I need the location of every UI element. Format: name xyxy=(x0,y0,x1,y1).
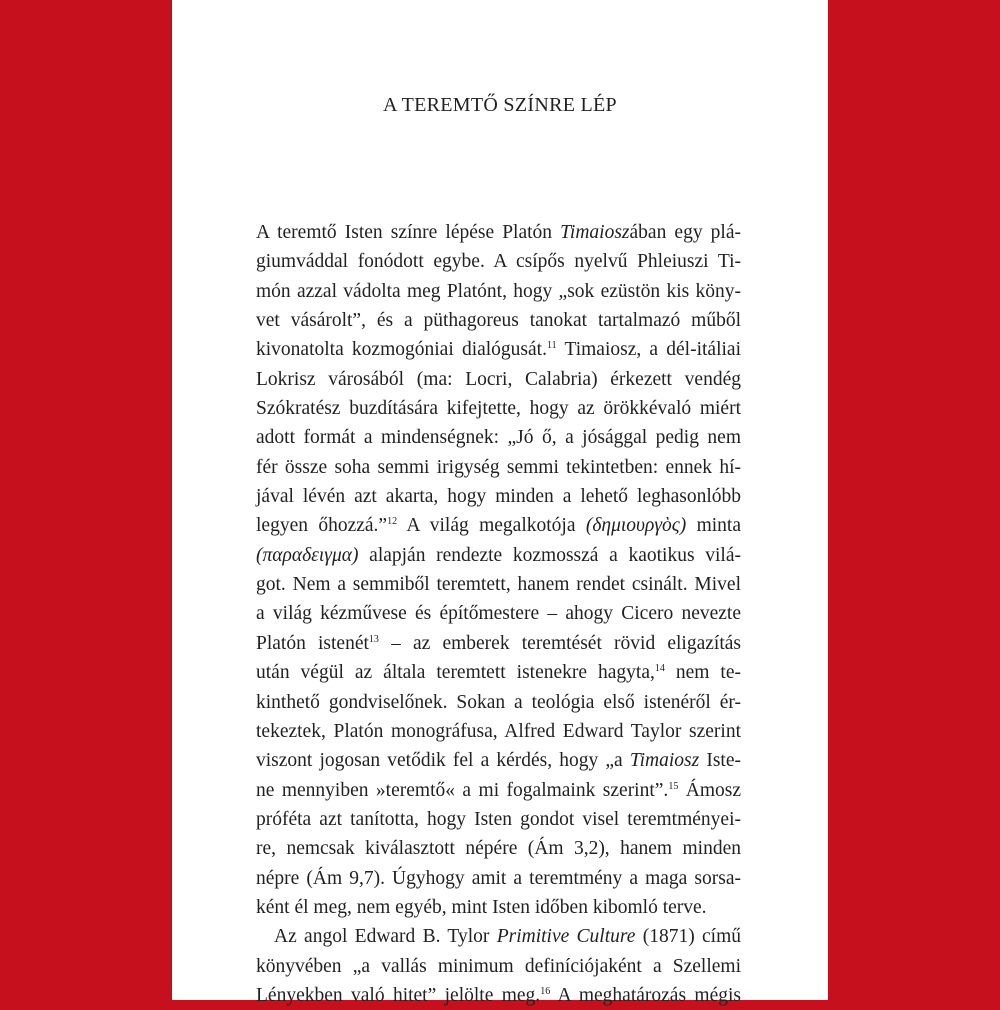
text-line: kivonatolta kozmogóniai dialógusát.$^{11}$ Timaiosz, a dél-itáliai xyxy=(256,339,741,361)
text-line: Szókratész buzdítására kifejtette, hogy az örökkévaló miért xyxy=(256,398,741,420)
text-line: viszont jogosan vetődik fel a kérdés, hogy „a Timaiosz Iste- xyxy=(256,750,741,772)
text-line: próféta azt tanította, hogy Isten gondot visel teremtményei- xyxy=(256,808,741,830)
text-line: ne mennyiben »teremtő« a mi fogalmaink szerint”.$^{15}$ Ámosz xyxy=(256,779,741,801)
text-line: Az angol Edward B. Tylor Primitive Culture (1871) című xyxy=(274,926,741,948)
text-line: re, nemcsak kiválasztott népére (Ám 3,2), hanem minden xyxy=(256,838,741,860)
text-line: fér össze soha semmi irigység semmi tekintetben: ennek hí- xyxy=(256,456,741,478)
text-line: ként él meg, nem egyéb, mint Isten időben kibomló terve. xyxy=(256,896,707,918)
book-page xyxy=(172,0,828,1006)
text-line: Platón istenét$^{13}$ – az emberek teremtését rövid eligazítás xyxy=(256,632,741,654)
text-line: után végül az általa teremtett istenekre hagyta,$^{14}$ nem te- xyxy=(256,662,741,684)
text-line: Lokrisz városából (ma: Locri, Calabria) érkezett vendég xyxy=(256,368,741,390)
text-line: legyen őhozzá.”$^{12}$ A világ megalkotója (δημιουργὸς) minta xyxy=(256,515,741,537)
text-line: könyvében „a vallás minimum definíciójaként a Szellemi xyxy=(256,955,741,977)
text-line: Lényekben való hitet” jelölte meg.$^{16}$ A meghatározás mégis xyxy=(256,984,742,1006)
text-line: món azzal vádolta meg Platónt, hogy „sok ezüstön kis köny- xyxy=(256,280,741,302)
text-line: giumváddal fonódott egybe. A csípős nyelvű Phleiuszi Ti- xyxy=(256,251,741,273)
text-line: tekeztek, Platón monográfusa, Alfred Edward Taylor szerint xyxy=(256,720,741,742)
text-line: népre (Ám 9,7). Úgyhogy amit a teremtmény a maga sorsa- xyxy=(256,867,741,889)
text-line: vet vásárolt”, és a püthagoreus tanokat tartalmazó műből xyxy=(256,310,741,332)
body-text xyxy=(256,218,741,1010)
text-line: jával lévén azt akarta, hogy minden a lehető leghasonlóbb xyxy=(256,486,741,508)
text-line: got. Nem a semmiből teremtett, hanem rendet csinált. Mivel xyxy=(256,574,741,596)
text-line: kinthető gondviselőnek. Sokan a teológia első istenéről ér- xyxy=(256,691,741,713)
text-line: adott formát a mindenségnek: „Jó ő, a jósággal pedig nem xyxy=(256,427,741,449)
running-title: A TEREMTŐ SZÍNRE LÉP xyxy=(383,94,617,116)
text-line: A teremtő Isten színre lépése Platón Timaioszában egy plá- xyxy=(256,222,741,243)
text-line: (παραδειγμα) alapján rendezte kozmosszá a kaotikus vilá- xyxy=(256,544,741,566)
text-line: a világ kézművese és építőmestere – ahogy Cicero nevezte xyxy=(256,603,741,625)
